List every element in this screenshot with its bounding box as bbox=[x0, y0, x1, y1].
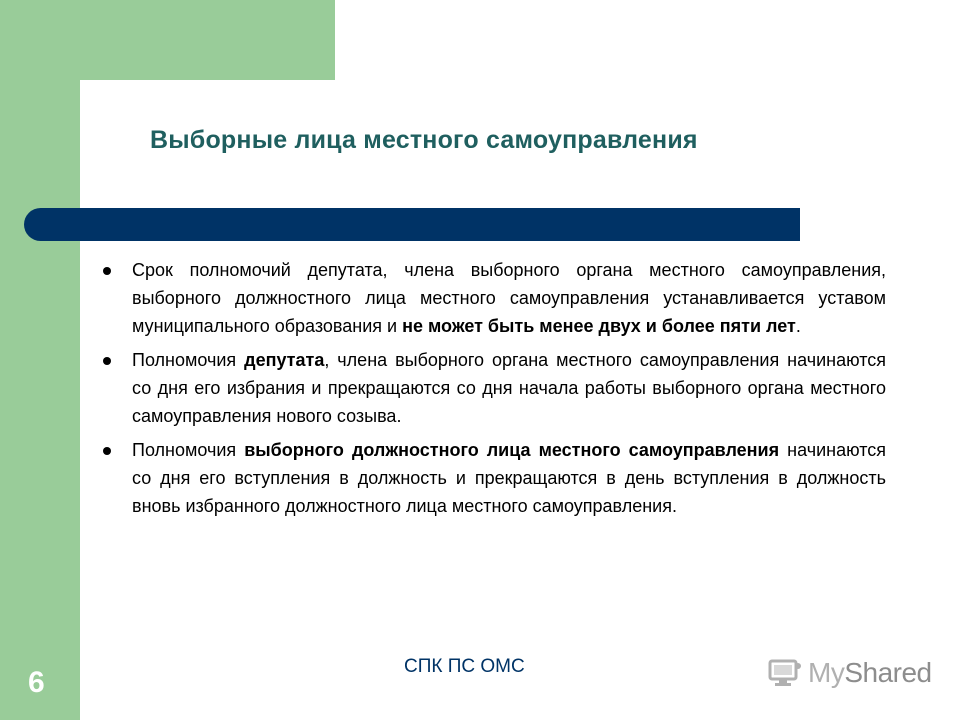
bullet-text: , члена выборного органа местного самоуправления начинаются со дня его избрания и прекращаются со дня начала работы выборного органа местного самоуправления нового созыва. bbox=[132, 350, 886, 426]
bullet-text-bold: выборного должностного лица местного самоуправления bbox=[244, 440, 780, 460]
footer-text: СПК ПС ОМС bbox=[404, 656, 525, 677]
monitor-icon bbox=[768, 658, 802, 688]
bullet-list bbox=[100, 256, 886, 526]
slide-title: Выборные лица местного самоуправления bbox=[150, 126, 698, 154]
bullet-text: Полномочия bbox=[132, 440, 245, 460]
watermark-text: MyShared bbox=[808, 657, 932, 688]
page-number: 6 bbox=[28, 666, 45, 699]
bullet-text-bold: не может быть менее двух и более пяти лет bbox=[402, 316, 796, 336]
watermark-logo bbox=[768, 656, 932, 690]
bullet-dot-icon bbox=[103, 447, 111, 455]
bullet-text-bold: депутата bbox=[244, 350, 325, 370]
bullet-dot-icon bbox=[103, 267, 111, 275]
bullet-text: начинаются со дня его вступления в должность и прекращаются в день вступления в должность вновь избранного должностного лица местного самоуправления. bbox=[132, 440, 886, 516]
bullet-dot-icon bbox=[103, 357, 111, 365]
bullet-item bbox=[100, 436, 886, 520]
bullet-text: . bbox=[795, 316, 801, 336]
title-underline-bar bbox=[24, 208, 800, 241]
bullet-text: Полномочия bbox=[132, 350, 245, 370]
bullet-text: Срок полномочий депутата, члена выборного органа местного самоуправления, выборного должностного лица местного самоуправления устанавливается уставом муниципального образования и bbox=[132, 260, 886, 336]
decor-green-left bbox=[0, 0, 80, 720]
bullet-item bbox=[100, 346, 886, 430]
bullet-item bbox=[100, 256, 886, 340]
